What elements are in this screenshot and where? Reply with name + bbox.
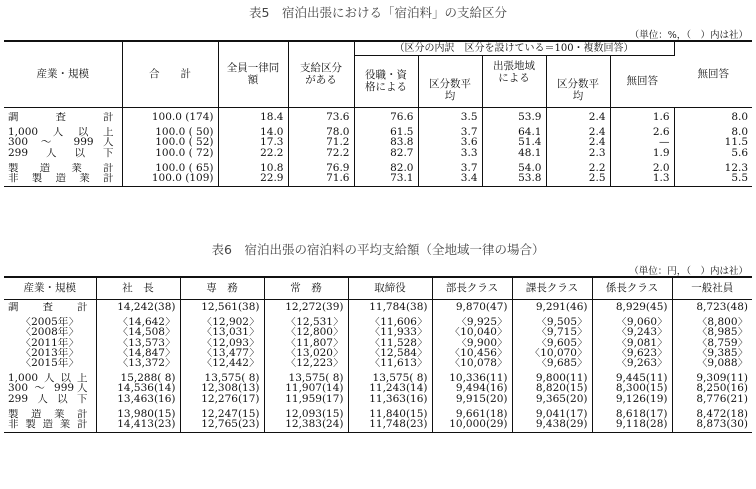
table5 bbox=[4, 40, 752, 187]
table-cell: 13,980(15) bbox=[96, 409, 180, 419]
table-row bbox=[4, 148, 752, 158]
table-cell: 8,300(15) bbox=[592, 383, 672, 393]
table-cell: 〈9,900〉 bbox=[432, 338, 512, 348]
table-cell: 12,093(15) bbox=[264, 409, 348, 419]
table-cell: 8.0 bbox=[731, 127, 749, 138]
t5-header-no-answer-inner: 無回答 bbox=[610, 55, 674, 107]
table-cell: — bbox=[610, 137, 674, 147]
table-cell: 〈9,060〉 bbox=[592, 317, 672, 327]
table-cell: 9,309(11) bbox=[696, 373, 748, 384]
table-cell: 1.3 bbox=[610, 173, 674, 183]
table-cell: 2.6 bbox=[610, 127, 674, 137]
table-cell: 〈9,715〉 bbox=[512, 327, 592, 337]
t5-header-by-area: 出張地域による bbox=[482, 55, 546, 107]
table-cell: 8,929(45) bbox=[592, 302, 672, 312]
table-cell: 〈12,093〉 bbox=[180, 338, 264, 348]
table-cell: 〈14,847〉 bbox=[96, 348, 180, 358]
table-cell: 13,575( 8) bbox=[180, 373, 264, 383]
table-cell: 〈9,685〉 bbox=[512, 358, 592, 368]
table-cell: 〈11,528〉 bbox=[348, 338, 432, 348]
table-cell: 22.9 bbox=[218, 173, 288, 183]
table-cell: 〈12,584〉 bbox=[348, 348, 432, 358]
table-cell: 9,915(20) bbox=[432, 394, 512, 404]
table-cell: 11,907(14) bbox=[264, 383, 348, 393]
table-cell: 8,472(18) bbox=[696, 408, 748, 420]
table-cell: 〈10,070〉 bbox=[512, 348, 592, 358]
table-cell: 2.4 bbox=[546, 137, 610, 147]
table-cell: 9,870(47) bbox=[432, 302, 512, 312]
column-header: 課長クラス bbox=[512, 277, 592, 299]
table-cell: 〈13,573〉 bbox=[96, 338, 180, 348]
table-cell: 12,561(38) bbox=[180, 302, 264, 312]
row-label: 300 ～ 999人 bbox=[4, 137, 122, 147]
table-cell: 83.8 bbox=[354, 137, 418, 147]
row-label: 調 査 計 bbox=[4, 112, 122, 122]
table-row bbox=[4, 394, 752, 404]
row-label: 〈2005年〉 bbox=[4, 317, 96, 327]
table-cell: 〈12,442〉 bbox=[180, 358, 264, 368]
column-header: 常 務 bbox=[264, 277, 348, 299]
table-cell: 71.6 bbox=[288, 173, 354, 183]
table-cell: 12,765(23) bbox=[180, 419, 264, 429]
table-cell: 〈13,477〉 bbox=[180, 348, 264, 358]
column-header: 部長クラス bbox=[432, 277, 512, 299]
t5-header-breakdown: （区分の内訳 区分を設けている＝100・複数回答） bbox=[354, 41, 674, 55]
t5-header-total: 合 計 bbox=[122, 41, 218, 107]
table-cell: 2.0 bbox=[610, 163, 674, 173]
table-cell: 12,383(24) bbox=[264, 419, 348, 429]
table-row bbox=[4, 358, 752, 368]
table-cell: 〈9,088〉 bbox=[696, 358, 748, 369]
column-header: 一般社員 bbox=[691, 282, 734, 295]
table-cell: 72.2 bbox=[288, 148, 354, 158]
table-cell: 9,661(18) bbox=[432, 409, 512, 419]
row-label: 〈2011年〉 bbox=[4, 338, 96, 348]
table-cell: 2.5 bbox=[546, 173, 610, 183]
table-cell: 〈8,759〉 bbox=[696, 337, 748, 348]
table-cell: 〈9,263〉 bbox=[592, 358, 672, 368]
t5-header-uniform: 全員一律同額 bbox=[218, 41, 288, 107]
table-row bbox=[4, 127, 752, 137]
table-cell: 〈9,925〉 bbox=[432, 317, 512, 327]
table-cell: 8,776(21) bbox=[696, 393, 748, 404]
table-row bbox=[4, 317, 752, 327]
table-cell: 〈9,623〉 bbox=[592, 348, 672, 358]
table-cell: 3.6 bbox=[418, 137, 482, 147]
table-row bbox=[4, 348, 752, 358]
row-label: 300 ～ 999人 bbox=[4, 383, 96, 393]
table-cell: 15,288( 8) bbox=[96, 373, 180, 383]
row-label: 製造業計 bbox=[4, 163, 122, 173]
table-row bbox=[4, 302, 752, 312]
table-cell: 8,820(15) bbox=[512, 383, 592, 393]
row-label: 調 査 計 bbox=[4, 302, 96, 312]
row-label: 299人以下 bbox=[4, 394, 96, 404]
table-cell: 9,494(16) bbox=[432, 383, 512, 393]
table-cell: 76.9 bbox=[288, 163, 354, 173]
table-cell: 12.3 bbox=[724, 162, 749, 174]
table-cell: 13,575( 8) bbox=[348, 373, 432, 383]
table-row bbox=[4, 327, 752, 337]
table-cell: 〈8,985〉 bbox=[696, 327, 748, 338]
column-header: 取締役 bbox=[348, 277, 432, 299]
table-cell: 9,445(11) bbox=[592, 373, 672, 383]
table-cell: 〈9,505〉 bbox=[512, 317, 592, 327]
table-cell: 〈11,933〉 bbox=[348, 327, 432, 337]
table6-unit: （単位：円，（ ）内は社） bbox=[629, 266, 748, 277]
column-header: 専 務 bbox=[180, 277, 264, 299]
cell-total: 100.0 ( 50) bbox=[122, 127, 218, 137]
table-cell: 〈12,531〉 bbox=[264, 317, 348, 327]
table-cell: 3.7 bbox=[418, 163, 482, 173]
table-cell: 〈11,807〉 bbox=[264, 338, 348, 348]
table-cell: 〈10,078〉 bbox=[432, 358, 512, 368]
table-cell: 〈13,372〉 bbox=[96, 358, 180, 368]
table-cell: 3.5 bbox=[418, 112, 482, 122]
t5-header-industry: 産業・規模 bbox=[4, 41, 122, 107]
table-cell: 〈10,040〉 bbox=[432, 327, 512, 337]
table-cell: 9,118(28) bbox=[592, 419, 672, 429]
cell-total: 100.0 (174) bbox=[122, 112, 218, 122]
table-cell: 5.5 bbox=[731, 173, 749, 184]
table-cell: 3.4 bbox=[418, 173, 482, 183]
table-cell: 9,438(29) bbox=[512, 419, 592, 429]
row-label: 非製造業計 bbox=[4, 419, 96, 429]
table-cell: 48.1 bbox=[482, 148, 546, 158]
table-cell: 2.4 bbox=[546, 127, 610, 137]
table-cell: 9,126(19) bbox=[592, 394, 672, 404]
row-label: 1,000人以上 bbox=[4, 373, 96, 383]
table-cell: 〈11,613〉 bbox=[348, 358, 432, 368]
table-row bbox=[4, 112, 752, 122]
table6-title: 表6 宿泊出張の宿泊料の平均支給額（全地域一律の場合） bbox=[211, 242, 545, 257]
table-cell: 71.2 bbox=[288, 137, 354, 147]
table-cell: 〈9,385〉 bbox=[696, 347, 748, 359]
t5-header-by-position: 役職・資格による bbox=[354, 55, 418, 107]
table5-title: 表5 宿泊出張における「宿泊料」の支給区分 bbox=[249, 5, 507, 20]
t5-header-div-avg1: 区分数平均 bbox=[418, 55, 482, 107]
table-cell: 〈12,223〉 bbox=[264, 358, 348, 368]
table-cell: 82.7 bbox=[354, 148, 418, 158]
cell-total: 100.0 (109) bbox=[122, 173, 218, 183]
table-cell: 82.0 bbox=[354, 163, 418, 173]
table-cell: 〈14,642〉 bbox=[96, 317, 180, 327]
table-cell: 〈9,605〉 bbox=[512, 338, 592, 348]
t5-header-has-division: 支給区分がある bbox=[288, 41, 354, 107]
t5-header-no-answer: 無回答 bbox=[674, 41, 752, 107]
table-cell: 54.0 bbox=[482, 163, 546, 173]
column-header: 係長クラス bbox=[592, 277, 672, 299]
table-row bbox=[4, 409, 752, 419]
table-cell: 2.2 bbox=[546, 163, 610, 173]
table-cell: 〈14,508〉 bbox=[96, 327, 180, 337]
table5-unit: （単位：%，（ ）内は社） bbox=[629, 30, 748, 41]
table-row bbox=[4, 338, 752, 348]
table-cell: 8,723(48) bbox=[696, 302, 748, 313]
row-label: 299人以下 bbox=[4, 148, 122, 158]
table-cell: 〈12,902〉 bbox=[180, 317, 264, 327]
table-cell: 9,041(17) bbox=[512, 409, 592, 419]
table-row bbox=[4, 163, 752, 173]
table-cell: 〈9,243〉 bbox=[592, 327, 672, 337]
column-header: 社 長 bbox=[96, 277, 180, 299]
table-cell: 〈13,020〉 bbox=[264, 348, 348, 358]
table-cell: 1.9 bbox=[610, 148, 674, 158]
table-cell: 〈10,456〉 bbox=[432, 348, 512, 358]
table-cell: 〈12,800〉 bbox=[264, 327, 348, 337]
column-header: 産業・規模 bbox=[4, 277, 96, 299]
table-cell: 〈13,031〉 bbox=[180, 327, 264, 337]
table-cell: 11,959(17) bbox=[264, 394, 348, 404]
table-cell: 2.4 bbox=[546, 112, 610, 122]
table-cell: 78.0 bbox=[288, 127, 354, 137]
row-label: 製造業計 bbox=[4, 409, 96, 419]
table-cell: 8.0 bbox=[731, 112, 749, 123]
t5-header-div-avg2: 区分数平均 bbox=[546, 55, 610, 107]
table-cell: 61.5 bbox=[354, 127, 418, 137]
table-cell: 73.1 bbox=[354, 173, 418, 183]
table-cell: 2.3 bbox=[546, 148, 610, 158]
table-cell: 11.5 bbox=[724, 137, 749, 148]
table-cell: 〈8,800〉 bbox=[696, 317, 748, 328]
table-row bbox=[4, 373, 752, 383]
table-cell: 51.4 bbox=[482, 137, 546, 147]
table-row bbox=[4, 137, 752, 147]
table-cell: 53.9 bbox=[482, 112, 546, 122]
table-cell: 10,336(11) bbox=[432, 373, 512, 383]
table-cell: 〈9,081〉 bbox=[592, 338, 672, 348]
table-cell: 12,272(39) bbox=[264, 302, 348, 312]
cell-total: 100.0 ( 65) bbox=[122, 163, 218, 173]
table-cell: 9,365(20) bbox=[512, 394, 592, 404]
table-cell: 13,463(16) bbox=[96, 394, 180, 404]
table-cell: 5.6 bbox=[731, 147, 749, 158]
table-cell: 1.6 bbox=[610, 112, 674, 122]
table-cell: 22.2 bbox=[218, 148, 288, 158]
table-cell: 12,276(17) bbox=[180, 394, 264, 404]
table-cell: 53.8 bbox=[482, 173, 546, 183]
table-cell: 3.3 bbox=[418, 148, 482, 158]
table-cell: 73.6 bbox=[288, 112, 354, 122]
row-label: 〈2013年〉 bbox=[4, 348, 96, 358]
table-cell: 12,308(13) bbox=[180, 383, 264, 393]
table-cell: 14,242(38) bbox=[96, 302, 180, 312]
row-label: 〈2015年〉 bbox=[4, 358, 96, 368]
table-cell: 17.3 bbox=[218, 137, 288, 147]
table-cell: 11,784(38) bbox=[348, 302, 432, 312]
table-cell: 14,536(14) bbox=[96, 383, 180, 393]
table-row bbox=[4, 383, 752, 393]
table-cell: 9,291(46) bbox=[512, 302, 592, 312]
table-cell: 11,748(23) bbox=[348, 419, 432, 429]
table-row bbox=[4, 419, 752, 429]
table-cell: 8,873(30) bbox=[696, 419, 748, 430]
table-cell: 13,575( 8) bbox=[264, 373, 348, 383]
table-cell: 14,413(23) bbox=[96, 419, 180, 429]
table-cell: 64.1 bbox=[482, 127, 546, 137]
table-cell: 11,363(16) bbox=[348, 394, 432, 404]
table-cell: 12,247(15) bbox=[180, 409, 264, 419]
table-cell: 11,243(14) bbox=[348, 383, 432, 393]
table-cell: 3.7 bbox=[418, 127, 482, 137]
table-row bbox=[4, 173, 752, 183]
table-cell: 11,840(15) bbox=[348, 409, 432, 419]
table-cell: 10,000(29) bbox=[432, 419, 512, 429]
table6 bbox=[4, 276, 752, 433]
table-cell: 14.0 bbox=[218, 127, 288, 137]
cell-total: 100.0 ( 52) bbox=[122, 137, 218, 147]
cell-total: 100.0 ( 72) bbox=[122, 148, 218, 158]
table-cell: 8,618(17) bbox=[592, 409, 672, 419]
row-label: 非製造業計 bbox=[4, 173, 122, 183]
row-label: 1,000人以上 bbox=[4, 127, 122, 137]
table-cell: 8,250(16) bbox=[696, 383, 748, 394]
table-cell: 〈11,606〉 bbox=[348, 317, 432, 327]
row-label: 〈2008年〉 bbox=[4, 327, 96, 337]
table-cell: 18.4 bbox=[218, 112, 288, 122]
table-cell: 10.8 bbox=[218, 163, 288, 173]
table-cell: 9,800(11) bbox=[512, 373, 592, 383]
table-cell: 76.6 bbox=[354, 112, 418, 122]
